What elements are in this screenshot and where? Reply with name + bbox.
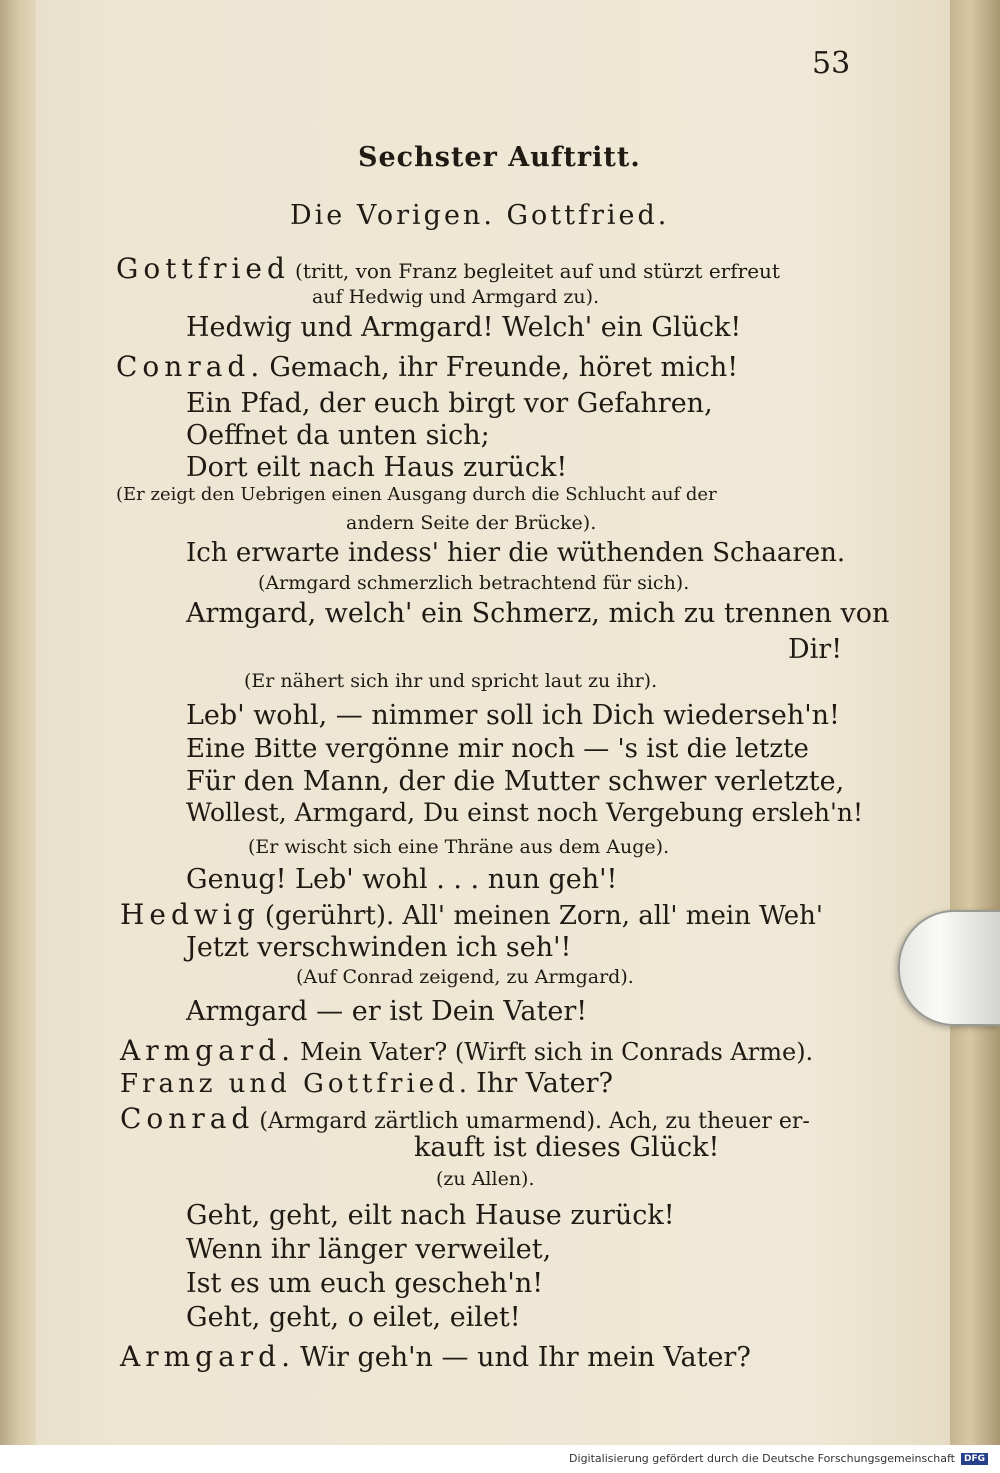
stage-direction: (tritt, von Franz begleitet auf und stürzt erfreut [295, 259, 780, 283]
speaker-name: Gottfried [116, 252, 290, 285]
verse-line: Hedwig und Armgard! Welch' ein Glück! [186, 312, 742, 343]
stage-direction: (Armgard schmerzlich betrachtend für sich). [258, 572, 690, 594]
verse-line: Jetzt verschwinden ich seh'! [186, 932, 572, 963]
verse-line: Ihr Vater? [476, 1068, 614, 1099]
verse-line: Genug! Leb' wohl . . . nun geh'! [186, 864, 618, 895]
verse-line: Oeffnet da unten sich; [186, 420, 490, 451]
verse-line: Dort eilt nach Haus zurück! [186, 452, 568, 483]
speaker-name: Armgard. [120, 1340, 295, 1373]
verse-line: Wir geh'n — und Ihr mein Vater? [300, 1342, 751, 1373]
stage-direction: (Er nähert sich ihr und spricht laut zu ihr). [244, 670, 658, 692]
text-line [120, 898, 823, 931]
verse-line: Dir! [788, 634, 843, 665]
verse-line: Ein Pfad, der euch birgt vor Gefahren, [186, 388, 713, 419]
verse-line: Gemach, ihr Freunde, höret mich! [269, 352, 739, 383]
text-line [120, 1340, 751, 1373]
scene-subheading: Die Vorigen. Gottfried. [290, 200, 670, 231]
stage-direction: (zu Allen). [436, 1168, 535, 1190]
verse-line: Eine Bitte vergönne mir noch — 's ist die letzte [186, 734, 809, 764]
verse-line: Ich erwarte indess' hier die wüthenden Schaaren. [186, 538, 846, 568]
scene-heading: Sechster Auftritt. [358, 142, 641, 173]
text-line [120, 1068, 613, 1099]
verse-line: Für den Mann, der die Mutter schwer verletzte, [186, 766, 845, 797]
dfg-logo-icon: DFG [961, 1453, 988, 1465]
page-number: 53 [812, 46, 851, 81]
speaker-name: Conrad [120, 1102, 255, 1135]
text-line [120, 1102, 810, 1135]
digitization-credit [569, 1452, 988, 1465]
verse-line: Mein Vater? (Wirft sich in Conrads Arme). [300, 1038, 814, 1066]
verse-line: (gerührt). All' meinen Zorn, all' mein Weh' [264, 901, 824, 931]
verse-line: Leb' wohl, — nimmer soll ich Dich wiederseh'n! [186, 700, 840, 731]
page-clip-icon [898, 910, 1000, 1026]
stage-direction: andern Seite der Brücke). [346, 512, 597, 534]
verse-line: (Armgard zärtlich umarmend). Ach, zu theuer er- [259, 1109, 810, 1134]
text-line [116, 350, 738, 383]
verse-line: Wenn ihr länger verweilet, [186, 1234, 552, 1265]
credit-text: Digitalisierung gefördert durch die Deutsche Forschungsgemeinschaft [569, 1452, 955, 1465]
stage-direction: (Er wischt sich eine Thräne aus dem Auge). [248, 836, 670, 858]
speaker-name: Franz und Gottfried. [120, 1069, 472, 1099]
text-line [120, 1034, 813, 1067]
verse-line: Geht, geht, o eilet, eilet! [186, 1302, 521, 1333]
verse-line: Ist es um euch gescheh'n! [186, 1268, 544, 1299]
stage-direction: (Auf Conrad zeigend, zu Armgard). [296, 966, 634, 988]
book-edge-right [950, 0, 1000, 1445]
verse-line: Armgard — er ist Dein Vater! [186, 996, 588, 1027]
speaker-name: Armgard. [120, 1034, 295, 1067]
verse-line: Wollest, Armgard, Du einst noch Vergebung ersleh'n! [186, 798, 864, 827]
verse-line: kauft ist dieses Glück! [414, 1132, 720, 1163]
stage-direction: (Er zeigt den Uebrigen einen Ausgang durch die Schlucht auf der [116, 484, 717, 505]
verse-line: Geht, geht, eilt nach Hause zurück! [186, 1200, 675, 1231]
stage-direction: auf Hedwig und Armgard zu). [312, 286, 600, 308]
speaker-name: Conrad. [116, 350, 265, 383]
verse-line: Armgard, welch' ein Schmerz, mich zu trennen von [186, 598, 890, 629]
text-line [116, 252, 780, 285]
speaker-name: Hedwig [120, 898, 260, 931]
